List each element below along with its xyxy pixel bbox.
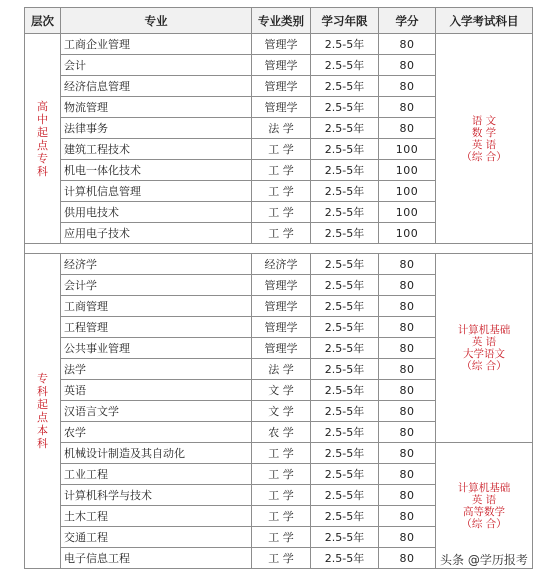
years-cell: 2.5-5年 (311, 254, 379, 275)
type-cell: 工 学 (252, 181, 311, 202)
years-cell: 2.5-5年 (311, 485, 379, 506)
major-cell: 物流管理 (61, 97, 252, 118)
type-cell: 工 学 (252, 443, 311, 464)
credits-cell: 80 (379, 296, 436, 317)
years-cell: 2.5-5年 (311, 296, 379, 317)
type-cell: 管理学 (252, 97, 311, 118)
credits-cell: 100 (379, 202, 436, 223)
years-cell: 2.5-5年 (311, 139, 379, 160)
credits-cell: 80 (379, 527, 436, 548)
type-cell: 管理学 (252, 275, 311, 296)
type-cell: 工 学 (252, 485, 311, 506)
type-cell: 工 学 (252, 548, 311, 569)
major-cell: 土木工程 (61, 506, 252, 527)
major-cell: 交通工程 (61, 527, 252, 548)
credits-cell: 80 (379, 275, 436, 296)
credits-cell: 80 (379, 76, 436, 97)
header-level: 层次 (25, 8, 61, 34)
credits-cell: 80 (379, 548, 436, 569)
table-row (25, 254, 533, 275)
type-cell: 工 学 (252, 464, 311, 485)
major-cell: 计算机科学与技术 (61, 485, 252, 506)
level-label: 高中起点专科 (37, 99, 48, 178)
type-cell: 工 学 (252, 527, 311, 548)
table-row (25, 443, 533, 464)
type-cell: 管理学 (252, 296, 311, 317)
header-major: 专业 (61, 8, 252, 34)
exam-subjects-cell: 语 文 数 学 英 语 （综 合） (436, 34, 533, 244)
major-cell: 机械设计制造及其自动化 (61, 443, 252, 464)
major-cell: 汉语言文学 (61, 401, 252, 422)
credits-cell: 80 (379, 443, 436, 464)
credits-cell: 80 (379, 506, 436, 527)
major-cell: 电子信息工程 (61, 548, 252, 569)
years-cell: 2.5-5年 (311, 202, 379, 223)
years-cell: 2.5-5年 (311, 422, 379, 443)
credits-cell: 100 (379, 181, 436, 202)
type-cell: 文 学 (252, 401, 311, 422)
table-body (25, 34, 533, 569)
credits-cell: 80 (379, 485, 436, 506)
table-row (25, 34, 533, 55)
years-cell: 2.5-5年 (311, 359, 379, 380)
level-cell (25, 34, 61, 244)
years-cell: 2.5-5年 (311, 317, 379, 338)
level-cell (25, 254, 61, 569)
years-cell: 2.5-5年 (311, 401, 379, 422)
header-years: 学习年限 (311, 8, 379, 34)
credits-cell: 80 (379, 254, 436, 275)
credits-cell: 80 (379, 401, 436, 422)
credits-cell: 80 (379, 97, 436, 118)
major-cell: 工商企业管理 (61, 34, 252, 55)
years-cell: 2.5-5年 (311, 275, 379, 296)
major-cell: 应用电子技术 (61, 223, 252, 244)
credits-cell: 80 (379, 34, 436, 55)
type-cell: 文 学 (252, 380, 311, 401)
years-cell: 2.5-5年 (311, 34, 379, 55)
major-cell: 公共事业管理 (61, 338, 252, 359)
years-cell: 2.5-5年 (311, 160, 379, 181)
type-cell: 工 学 (252, 139, 311, 160)
credits-cell: 100 (379, 223, 436, 244)
major-cell: 英语 (61, 380, 252, 401)
years-cell: 2.5-5年 (311, 380, 379, 401)
credits-cell: 80 (379, 359, 436, 380)
years-cell: 2.5-5年 (311, 527, 379, 548)
major-cell: 供用电技术 (61, 202, 252, 223)
years-cell: 2.5-5年 (311, 118, 379, 139)
years-cell: 2.5-5年 (311, 506, 379, 527)
major-cell: 经济信息管理 (61, 76, 252, 97)
credits-cell: 100 (379, 160, 436, 181)
years-cell: 2.5-5年 (311, 223, 379, 244)
credits-cell: 80 (379, 55, 436, 76)
major-cell: 会计学 (61, 275, 252, 296)
major-cell: 法律事务 (61, 118, 252, 139)
program-table (24, 7, 533, 569)
credits-cell: 80 (379, 422, 436, 443)
credits-cell: 80 (379, 118, 436, 139)
type-cell: 法 学 (252, 359, 311, 380)
years-cell: 2.5-5年 (311, 338, 379, 359)
credits-cell: 80 (379, 380, 436, 401)
type-cell: 工 学 (252, 506, 311, 527)
exam-subjects-cell: 计算机基础 英 语 高等数学 （综 合） (436, 443, 533, 569)
type-cell: 管理学 (252, 76, 311, 97)
type-cell: 工 学 (252, 160, 311, 181)
major-cell: 工商管理 (61, 296, 252, 317)
type-cell: 管理学 (252, 317, 311, 338)
header-type: 专业类别 (252, 8, 311, 34)
section-divider (25, 244, 533, 254)
years-cell: 2.5-5年 (311, 76, 379, 97)
credits-cell: 100 (379, 139, 436, 160)
type-cell: 管理学 (252, 338, 311, 359)
years-cell: 2.5-5年 (311, 548, 379, 569)
major-cell: 经济学 (61, 254, 252, 275)
credits-cell: 80 (379, 338, 436, 359)
major-cell: 农学 (61, 422, 252, 443)
years-cell: 2.5-5年 (311, 443, 379, 464)
major-cell: 建筑工程技术 (61, 139, 252, 160)
major-cell: 法学 (61, 359, 252, 380)
type-cell: 管理学 (252, 55, 311, 76)
years-cell: 2.5-5年 (311, 464, 379, 485)
type-cell: 工 学 (252, 202, 311, 223)
header-exam: 入学考试科目 (436, 8, 533, 34)
divider-cell (25, 244, 533, 254)
major-cell: 工业工程 (61, 464, 252, 485)
type-cell: 管理学 (252, 34, 311, 55)
header-credits: 学分 (379, 8, 436, 34)
major-cell: 会计 (61, 55, 252, 76)
credits-cell: 80 (379, 317, 436, 338)
years-cell: 2.5-5年 (311, 55, 379, 76)
years-cell: 2.5-5年 (311, 97, 379, 118)
type-cell: 农 学 (252, 422, 311, 443)
major-cell: 计算机信息管理 (61, 181, 252, 202)
exam-subjects-cell: 计算机基础 英 语 大学语文 （综 合） (436, 254, 533, 443)
type-cell: 经济学 (252, 254, 311, 275)
type-cell: 法 学 (252, 118, 311, 139)
major-cell: 机电一体化技术 (61, 160, 252, 181)
years-cell: 2.5-5年 (311, 181, 379, 202)
type-cell: 工 学 (252, 223, 311, 244)
level-label: 专科起点本科 (37, 372, 48, 450)
watermark: 头条 @学历报考 (440, 553, 528, 567)
credits-cell: 80 (379, 464, 436, 485)
major-cell: 工程管理 (61, 317, 252, 338)
header-row (25, 8, 533, 34)
